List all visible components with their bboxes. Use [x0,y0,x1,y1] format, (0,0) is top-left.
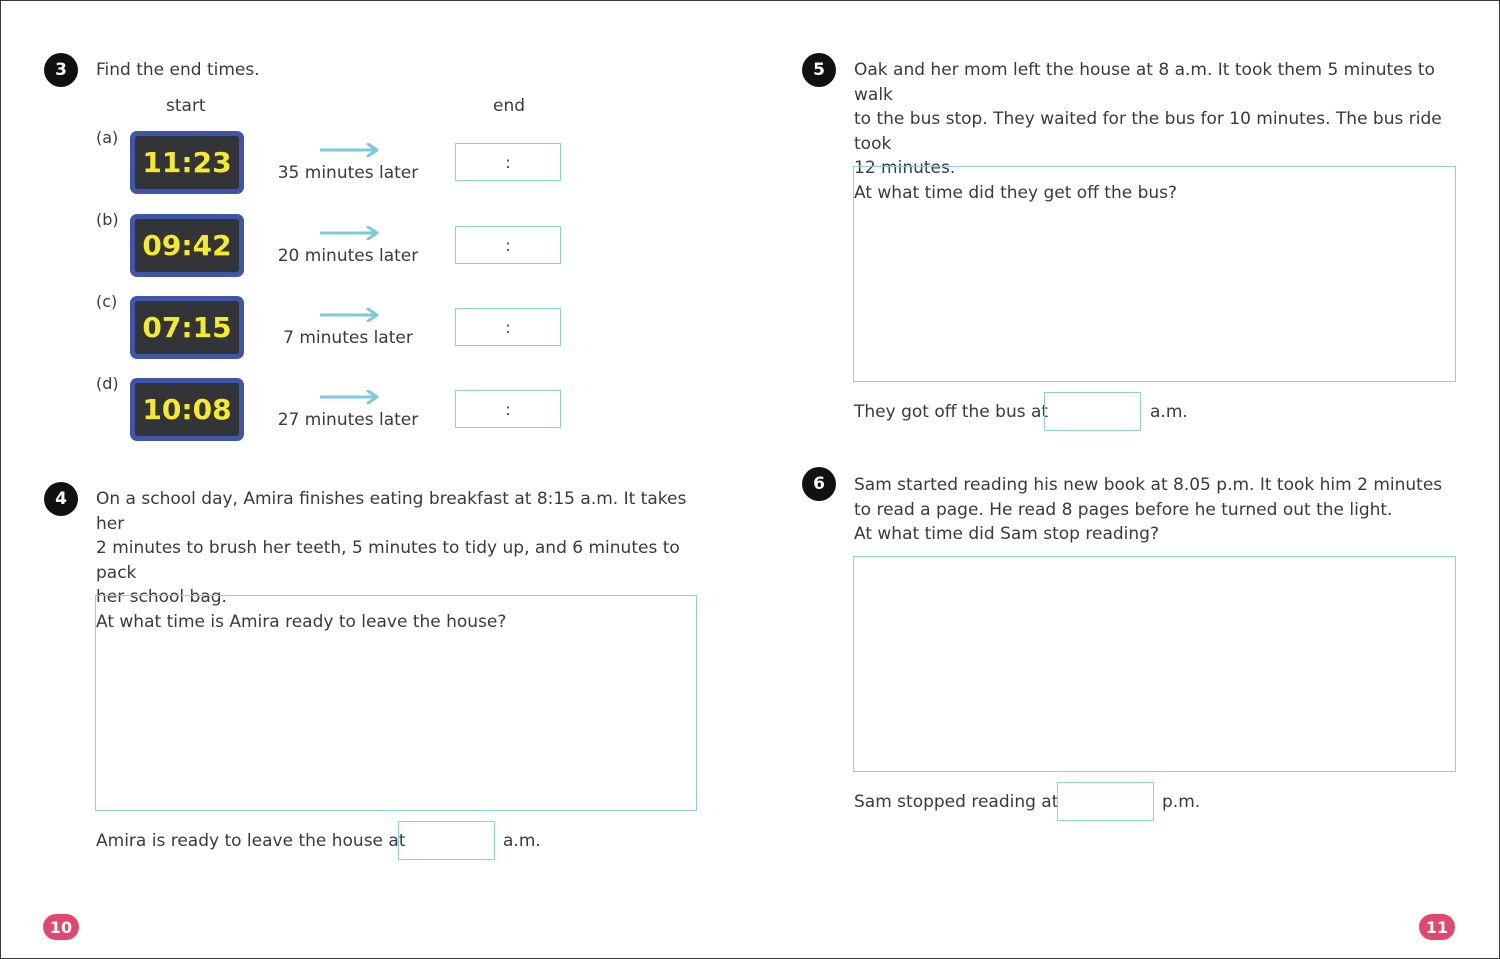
question-6-text [854,473,1464,547]
question-3-instruction: Find the end times. [96,60,260,80]
digital-clock-c [130,296,244,359]
start-column-header: start [166,96,206,116]
end-column-header: end [493,96,526,116]
question-5-line: 12 minutes. [854,158,956,178]
question-6-line: Sam started reading his new book at 8.05 p.m. It took him 2 minutes [854,475,1443,495]
end-time-input-b[interactable]: : [455,226,561,264]
question-6-line: to read a page. He read 8 pages before he turned out the light. [854,499,1393,520]
question-6-answer-prefix: Sam stopped reading at [854,792,1059,812]
question-5-line: to the bus stop. They waited for the bus for 10 minutes. The bus ride took [854,109,1442,154]
question-4-line: On a school day, Amira finishes eating breakfast at 8:15 a.m. It takes her [96,489,687,534]
question-5-badge: 5 [802,53,836,87]
duration-label-a: 35 minutes later [277,163,419,183]
end-time-input-c[interactable]: : [455,308,561,346]
question-5-answer-prefix: They got off the bus at [854,402,1049,422]
question-6-line: At what time did Sam stop reading? [854,524,1159,544]
question-5-working-box[interactable] [853,166,1456,382]
arrow-right-icon [320,308,380,322]
clock-time-c: 07:15 [135,301,239,354]
question-6-working-box[interactable] [853,556,1456,772]
end-time-input-a[interactable]: : [455,143,561,181]
question-4-line: At what time is Amira ready to leave the house? [96,611,507,632]
page-number-right: 11 [1419,914,1455,940]
question-3-badge: 3 [44,53,78,87]
question-4-answer-suffix: a.m. [503,831,541,851]
question-5-answer-input[interactable] [1044,392,1141,431]
part-label-a: (a) [96,128,119,147]
question-4-answer-input[interactable] [398,821,495,860]
duration-label-d: 27 minutes later [277,410,419,430]
question-6-answer-input[interactable] [1057,782,1154,821]
part-label-b: (b) [96,210,119,229]
part-label-d: (d) [96,374,119,393]
question-4-answer-prefix: Amira is ready to leave the house at [96,831,406,851]
question-6-answer-suffix: p.m. [1162,792,1201,812]
arrow-right-icon [320,390,380,404]
arrow-right-icon [320,226,380,240]
clock-time-b: 09:42 [135,219,239,272]
digital-clock-b [130,214,244,277]
clock-time-a: 11:23 [135,136,239,189]
question-6-badge: 6 [802,467,836,501]
question-5-line: Oak and her mom left the house at 8 a.m. It took them 5 minutes to walk [854,60,1435,105]
page-number-left: 10 [43,914,79,940]
question-5-line: At what time did they get off the bus? [854,182,1178,203]
question-4-line: 2 minutes to brush her teeth, 5 minutes to tidy up, and 6 minutes to pack [96,538,680,583]
arrow-right-icon [320,143,380,157]
digital-clock-a [130,131,244,194]
question-5-answer-suffix: a.m. [1150,402,1188,422]
duration-label-b: 20 minutes later [277,246,419,266]
question-4-working-box[interactable] [95,595,697,811]
duration-label-c: 7 minutes later [283,328,413,348]
digital-clock-d [130,378,244,441]
question-4-badge: 4 [44,482,78,516]
part-label-c: (c) [96,292,118,311]
question-4-line: her school bag. [96,587,227,607]
end-time-input-d[interactable]: : [455,390,561,428]
clock-time-d: 10:08 [135,383,239,436]
